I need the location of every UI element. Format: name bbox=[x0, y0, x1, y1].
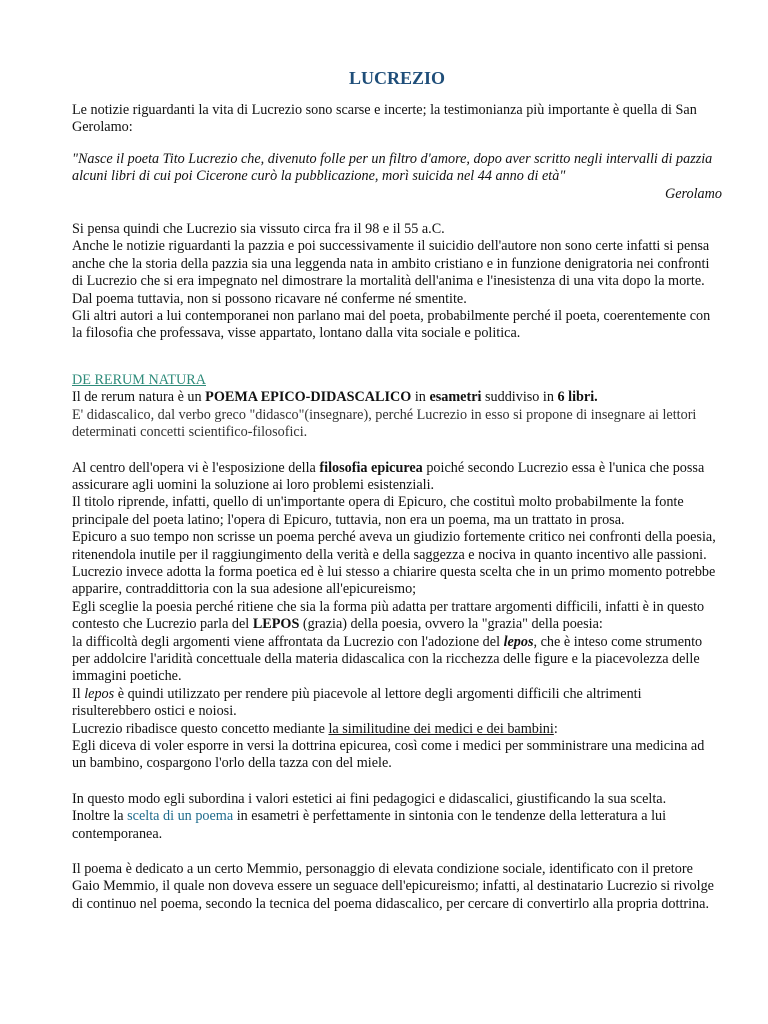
lepos-utilizzo-paragraph: Il lepos è quindi utilizzato per rendere più piacevole al lettore degli argomenti difficili che altrimenti risulterebbero ostici e noiosi. bbox=[72, 685, 642, 720]
drn-intro-line: Il de rerum natura è un POEMA EPICO-DIDASCALICO in esametri suddiviso in 6 libri. bbox=[72, 389, 598, 406]
subordina-paragraph: In questo modo egli subordina i valori estetici ai fini pedagogici e didascalici, giustificando la sua scelta. bbox=[72, 790, 667, 807]
forma-poetica-paragraph: Lucrezio invece adotta la forma poetica ed è lui stesso a chiarire questa scelta che in un primo momento potrebbe apparire, contraddittoria con la sua adesione all'epicureismo; bbox=[72, 563, 716, 598]
titolo-paragraph: Il titolo riprende, infatti, quello di un'importante opera di Epicuro, che costituì molto probabilmente la fonte principale del poeta latino; l'opera di Epicuro, tuttavia, non era un poema, ma un trattato in prosa. bbox=[72, 494, 684, 528]
poema-epico-bold: POEMA EPICO-DIDASCALICO bbox=[205, 389, 412, 406]
lepos-intro-paragraph: Egli sceglie la poesia perché ritiene che sia la forma più adatta per trattare argomenti difficili, infatti è in questo contesto che Lucrezio parla del LEPOS (grazia) della poesia, ovvero la "grazia" della poesia: bbox=[72, 598, 705, 633]
memmio-paragraph: Il poema è dedicato a un certo Memmio, personaggio di elevata condizione sociale, identificato con il pretore Gaio Memmio, il quale non doveva essere un seguace dell'epicureismo; infatti, al destinatario Lucrezio si rivolge di continuo nel poema, secondo la tecnica del poema didascalico, per cercare di convertirlo alla propria dottrina. bbox=[72, 861, 714, 912]
spacer bbox=[72, 442, 722, 460]
gerolamo-quote: "Nasce il poeta Tito Lucrezio che, divenuto folle per un filtro d'amore, dopo aver scritto negli intervalli di pazzia alcuni libri di cui poi Cicerone curò la pubblicazione, morì suicida nel 44 anno di età" bbox=[72, 150, 713, 185]
sei-libri-bold: 6 libri. bbox=[557, 389, 598, 406]
scelta-poema-paragraph: Inoltre la scelta di un poema in esametri è perfettamente in sintonia con le tendenze della letteratura a lui contemporanea. bbox=[72, 808, 667, 842]
similitudine-underlined: la similitudine dei medici e dei bambini bbox=[328, 720, 554, 737]
esametri-bold: esametri bbox=[429, 389, 482, 406]
intro-paragraph: Le notizie riguardanti la vita di Lucrezio sono scarse e incerte; la testimonianza più importante è quella di San Gerolamo: bbox=[72, 102, 697, 136]
page-title: LUCREZIO bbox=[348, 68, 446, 88]
spacer bbox=[72, 843, 722, 861]
epicuro-paragraph: Epicuro a suo tempo non scrisse un poema perché aveva un giudizio fortemente critico nei confronti della poesia, ritenendola inutile per il raggiungimento della verità e della saggezza e nociva in quanto incentivo alle passioni. bbox=[72, 529, 716, 563]
didascalico-paragraph: E' didascalico, dal verbo greco "didasco"(insegnare), perché Lucrezio in esso si propone di insegnare ai lettori determinati concetti scientifico-filosofici. bbox=[72, 406, 697, 441]
bio-paragraph-4: Gli altri autori a lui contemporanei non parlano mai del poeta, probabilmente perché il poeta, coerentemente con la filosofia che professava, visse appartato, lontano dalla vita sociale e politica. bbox=[72, 308, 711, 342]
similitudine-paragraph: Lucrezio ribadisce questo concetto mediante la similitudine dei medici e dei bambini: bbox=[72, 720, 558, 737]
medici-paragraph: Egli diceva di voler esporre in versi la dottrina epicurea, così come i medici per somministrare una medicina ad un bambino, cospargono l'orlo della tazza con del miele. bbox=[72, 738, 705, 772]
lepos-bold: LEPOS bbox=[252, 616, 300, 633]
bio-paragraph-3: Dal poema tuttavia, non si possono ricavare né conferme né smentite. bbox=[72, 290, 467, 307]
filosofia-paragraph: Al centro dell'opera vi è l'esposizione della filosofia epicurea poiché secondo Lucrezio essa è l'unica che possa assicurare agli uomini la soluzione ai loro problemi esistenziali. bbox=[72, 459, 705, 493]
spacer bbox=[72, 203, 722, 221]
spacer bbox=[72, 343, 722, 372]
bio-paragraph-1: Si pensa quindi che Lucrezio sia vissuto circa fra il 98 e il 55 a.C. bbox=[72, 221, 445, 238]
section-heading-link[interactable]: DE RERUM NATURA bbox=[72, 371, 206, 388]
lepos-strumento-paragraph: la difficoltà degli argomenti viene affrontata da Lucrezio con l'adozione del lepos, che è inteso come strumento per addolcire l'aridità concettuale della materia didascalica con la ricchezza delle figure e la piacevolezza delle immagini poetiche. bbox=[72, 633, 703, 685]
lepos-italic: lepos bbox=[503, 633, 534, 650]
bio-paragraph-2: Anche le notizie riguardanti la pazzia e poi successivamente il suicidio dell'autore non sono certe infatti si pensa anche che la storia della pazzia sia una leggenda nata in ambito cristiano e in funzione denigratoria nei confronti di Lucrezio che si era impegnato nel dimostrare la mortalità dell'anima e l'inesistenza di una vita dopo la morte. bbox=[72, 238, 710, 290]
quote-author: Gerolamo bbox=[664, 185, 722, 202]
lepos-italic: lepos bbox=[84, 685, 115, 702]
scelta-poema-link[interactable]: scelta di un poema bbox=[127, 808, 234, 825]
spacer bbox=[72, 773, 722, 791]
filosofia-epicurea-bold: filosofia epicurea bbox=[319, 459, 423, 476]
